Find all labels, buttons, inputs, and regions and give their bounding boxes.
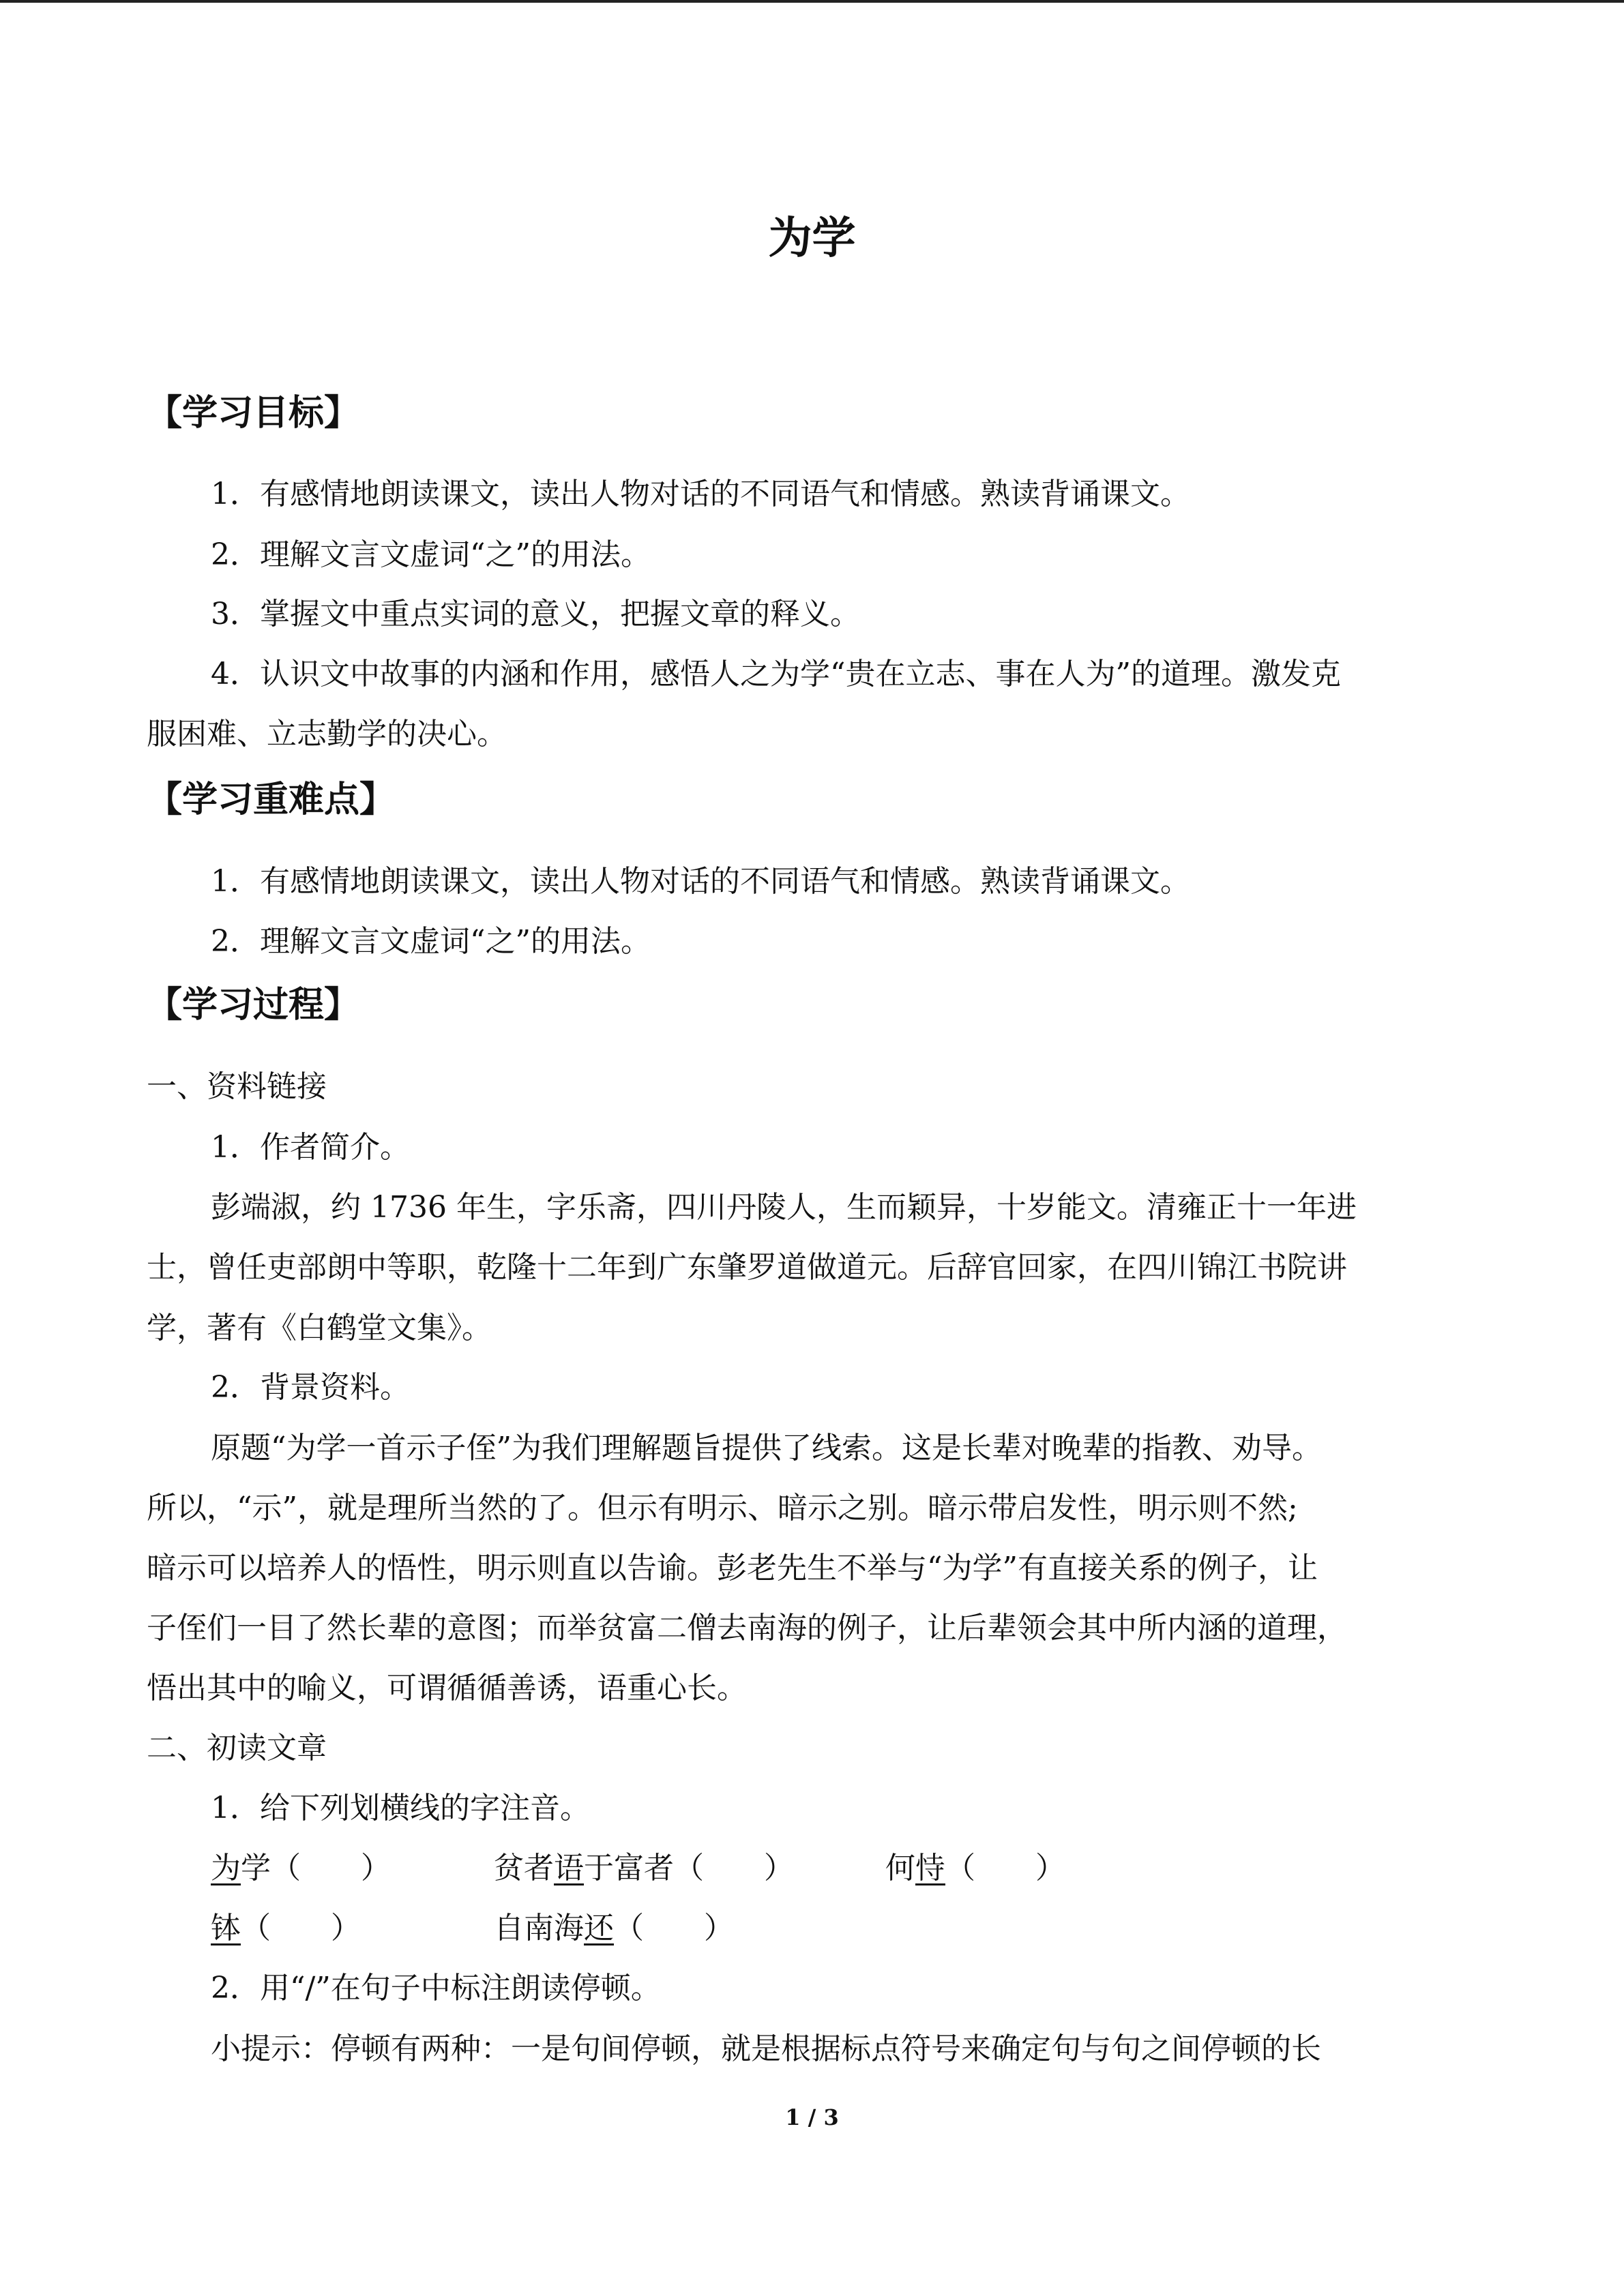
pinyin-item-prefix: 何 xyxy=(885,1851,915,1885)
pinyin-item-text: （ ） xyxy=(241,1911,361,1945)
underlined-char: 为 xyxy=(211,1851,241,1885)
pinyin-item-prefix: 贫者 xyxy=(494,1851,554,1885)
tip-line: 小提示：停顿有两种：一是句间停顿，就是根据标点符号来确定句与句之间停顿的长 xyxy=(211,2031,1321,2066)
pinyin-item-text: （ ） xyxy=(945,1851,1065,1885)
pinyin-item-weixue xyxy=(211,1848,391,1889)
background-title: 2．背景资料。 xyxy=(211,1370,410,1405)
key-point-1: 1．有感情地朗读课文，读出人物对话的不同语气和情感。熟读背诵课文。 xyxy=(211,864,1190,899)
pause-title: 2．用“/”在句子中标注朗读停顿。 xyxy=(211,1971,661,2006)
page-title: 为学 xyxy=(768,213,856,264)
background-line-5: 悟出其中的喻义，可谓循循善诱，语重心长。 xyxy=(147,1671,747,1705)
author-line-3: 学，著有《白鹤堂文集》。 xyxy=(147,1311,492,1345)
goal-item-2: 2．理解文言文虚词“之”的用法。 xyxy=(211,537,651,572)
pinyin-item-huan xyxy=(494,1908,734,1949)
underlined-char: 钵 xyxy=(211,1911,241,1945)
pinyin-title: 1．给下列划横线的字注音。 xyxy=(211,1791,590,1825)
part2-title: 二、初读文章 xyxy=(147,1731,327,1765)
pinyin-item-bo xyxy=(211,1908,361,1949)
page-number: 1 / 3 xyxy=(785,2104,839,2130)
background-line-2: 所以，“示”，就是理所当然的了。但示有明示、暗示之别。暗示带启发性，明示则不然; xyxy=(147,1491,1298,1525)
pinyin-item-shi xyxy=(885,1848,1065,1889)
section-heading-key-points: 【学习重难点】 xyxy=(147,779,396,820)
goal-item-4: 4．认识文中故事的内涵和作用，感悟人之为学“贵在立志、事在人为”的道理。激发克 xyxy=(211,657,1341,691)
pinyin-item-text: 于富者（ ） xyxy=(584,1851,794,1885)
underlined-char: 还 xyxy=(584,1911,614,1945)
pinyin-item-text: （ ） xyxy=(614,1911,734,1945)
underlined-char: 恃 xyxy=(915,1851,945,1885)
background-line-3: 暗示可以培养人的悟性，明示则直以告谕。彭老先生不举与“为学”有直接关系的例子，让 xyxy=(147,1551,1318,1585)
part1-title: 一、资料链接 xyxy=(147,1069,327,1104)
background-line-4: 子侄们一目了然长辈的意图；而举贫富二僧去南海的例子，让后辈领会其中所内涵的道理， xyxy=(147,1611,1347,1645)
goal-item-1: 1．有感情地朗读课文，读出人物对话的不同语气和情感。熟读背诵课文。 xyxy=(211,477,1190,511)
author-line-2: 士，曾任吏部朗中等职，乾隆十二年到广东肇罗道做道元。后辞官回家，在四川锦江书院讲 xyxy=(147,1250,1347,1285)
pinyin-item-text: 学（ ） xyxy=(241,1851,391,1885)
background-line-1: 原题“为学一首示子侄”为我们理解题旨提供了线索。这是长辈对晚辈的指教、劝导。 xyxy=(211,1431,1322,1465)
pinyin-item-prefix: 自南海 xyxy=(494,1911,584,1945)
key-point-2: 2．理解文言文虚词“之”的用法。 xyxy=(211,924,651,959)
goal-item-3: 3．掌握文中重点实词的意义，把握文章的释义。 xyxy=(211,597,860,631)
pinyin-item-yu xyxy=(494,1848,794,1889)
section-heading-process: 【学习过程】 xyxy=(147,984,360,1026)
underlined-char: 语 xyxy=(554,1851,584,1885)
section-heading-goals: 【学习目标】 xyxy=(147,392,360,434)
author-line-1: 彭端淑，约 1736 年生，字乐斋，四川丹陵人，生而颖异，十岁能文。清雍正十一年进 xyxy=(211,1190,1357,1225)
goal-item-4-cont: 服困难、立志勤学的决心。 xyxy=(147,717,507,751)
top-border xyxy=(0,0,1624,3)
author-title: 1．作者简介。 xyxy=(211,1130,410,1165)
